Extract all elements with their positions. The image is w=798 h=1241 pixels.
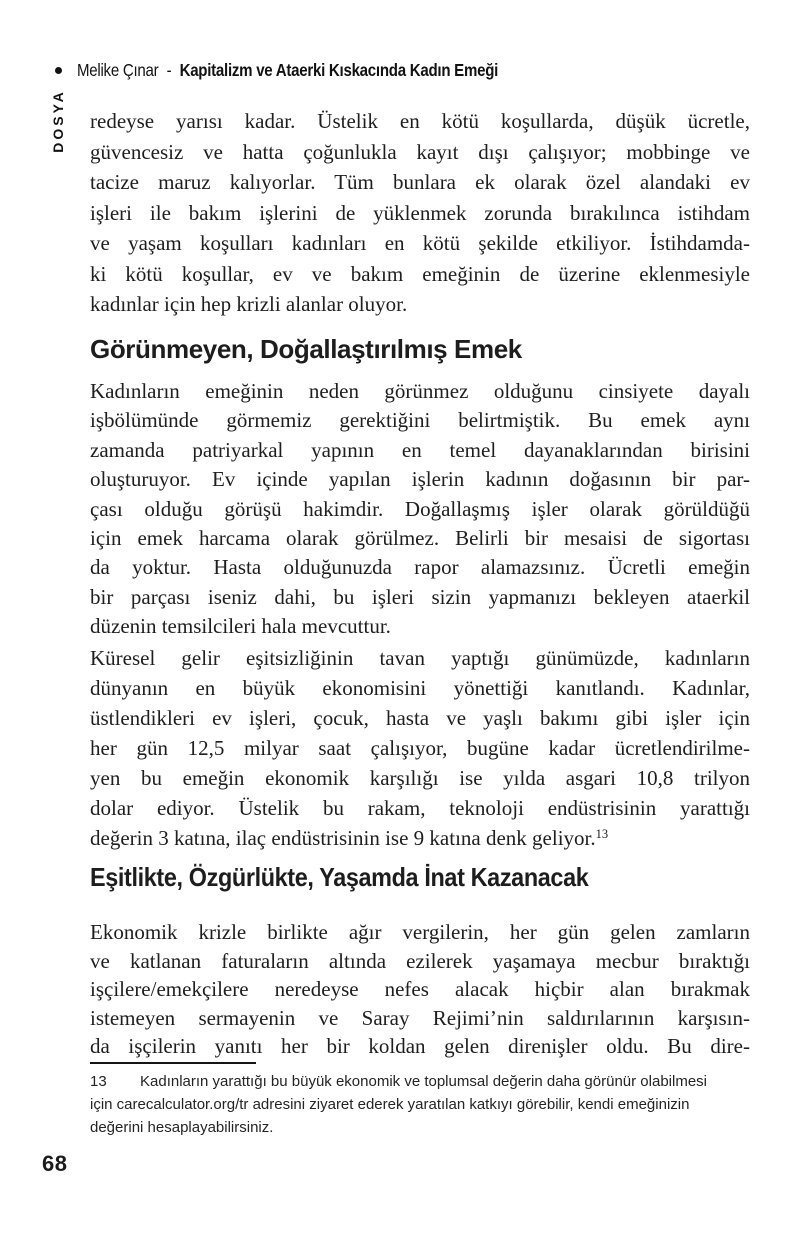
footnote-line: için carecalculator.org/tr adresini ziyaret ederek yaratılan katkıyı görebilir, kendi emeğinizin <box>90 1096 690 1113</box>
section-tag-vertical: DOSYA <box>50 89 66 153</box>
text-line: Küresel gelir eşitsizliğinin tavan yaptığı günümüzde, kadınların <box>90 646 750 670</box>
page-number: 68 <box>42 1151 68 1176</box>
footnote <box>90 1070 755 1139</box>
footnote-reference: 13 <box>595 827 609 841</box>
running-header-text <box>77 60 498 81</box>
body-paragraph-1 <box>90 106 750 320</box>
text-line: redeyse yarısı kadar. Üstelik en kötü koşullarda, düşük ücretle, <box>90 109 750 133</box>
text-line: işbölümünde görmemiz gerektiğini belirtmiştik. Bu emek aynı <box>90 408 750 433</box>
text-line: da işçilerin yanıtı her bir koldan gelen direnişler oldu. Bu dire- <box>90 1034 750 1059</box>
author-name: Melike Çınar <box>77 60 159 80</box>
footnote-line <box>90 1070 755 1093</box>
text-line: her gün 12,5 milyar saat çalışıyor, bugüne kadar ücretlendirilme- <box>90 736 750 760</box>
text-line: işleri ile bakım işlerini de yüklenmek zorunda bırakılınca istihdam <box>90 200 750 225</box>
section-heading-1: Görünmeyen, Doğallaştırılmış Emek <box>90 334 522 364</box>
book-title: Kapitalizm ve Ataerki Kıskacında Kadın Emeği <box>179 60 499 80</box>
footnote-text: Kadınların yarattığı bu büyük ekonomik ve toplumsal değerin daha görünür olabilmesi <box>140 1073 707 1090</box>
footnote-number: 13 <box>90 1073 107 1090</box>
footnote-line: değerini hesaplayabilirsiniz. <box>90 1119 274 1136</box>
bullet-icon <box>55 67 62 74</box>
text-line: işçilere/emekçilere neredeyse nefes alacak hiçbir alan bırakmak <box>90 977 750 1002</box>
text-line: üstlendikleri ev işleri, çocuk, hasta ve yaşlı bakımı gibi işler için <box>90 706 750 730</box>
text-line: dünyanın en büyük ekonomisini yönettiği kanıtlandı. Kadınlar, <box>90 676 750 700</box>
text-line: da yoktur. Hasta olduğunuzda rapor alamazsınız. Ücretli emeğin <box>90 555 750 580</box>
header-separator: - <box>166 60 172 80</box>
text-line: oluşturuyor. Ev içinde yapılan işlerin kadının doğasının bir par- <box>90 467 750 492</box>
body-paragraph-2 <box>90 377 750 642</box>
text-line: ve katlanan faturaların altında ezilerek yaşamaya mecbur bıraktığı <box>90 948 750 973</box>
text-line: Kadınların emeğinin neden görünmez olduğunu cinsiyete dayalı <box>90 379 750 403</box>
text-line: istemeyen sermayenin ve Saray Rejimi’nin saldırılarının karşısın- <box>90 1005 750 1030</box>
text-line: düzenin temsilcileri hala mevcuttur. <box>90 614 391 639</box>
body-paragraph-4 <box>90 918 750 1061</box>
text-line: yen bu emeğin ekonomik karşılığı ise yılda asgari 10,8 trilyon <box>90 766 750 790</box>
text-line: zamanda patriyarkal yapının en temel dayanaklarından birisini <box>90 437 750 462</box>
text-line: için emek harcama olarak görülmez. Belirli bir mesaisi de sigortası <box>90 525 750 550</box>
text-line: ki kötü koşullar, ev ve bakım emeğinin de üzerine eklenmesiyle <box>90 261 750 286</box>
text-line: çası olduğu görüşü hakimdir. Doğallaşmış işler olarak görüldüğü <box>90 496 750 521</box>
text-line: dolar ediyor. Üstelik bu rakam, teknoloji endüstrisinin yarattığı <box>90 796 750 820</box>
text-line <box>90 823 750 853</box>
running-header <box>55 60 567 81</box>
text-line: kadınlar için hep krizli alanlar oluyor. <box>90 292 408 316</box>
text-line: ve yaşam koşulları kadınları en kötü şekilde etkiliyor. İstihdamda- <box>90 231 750 255</box>
body-paragraph-3 <box>90 643 750 853</box>
text-line: tacize maruz kalıyorlar. Tüm bunlara ek olarak özel alandaki ev <box>90 170 750 194</box>
text-line: güvencesiz ve hatta çoğunlukla kayıt dışı çalışıyor; mobbinge ve <box>90 139 750 164</box>
text-line: Ekonomik krizle birlikte ağır vergilerin, her gün gelen zamların <box>90 920 750 944</box>
footnote-separator-rule <box>90 1062 256 1064</box>
text-line: bir parçası iseniz dahi, bu işleri sizin yapmanızı bekleyen ataerkil <box>90 584 750 609</box>
paragraph-3-last-line: değerin 3 katına, ilaç endüstrisinin ise 9 katına denk geliyor. <box>90 826 596 850</box>
section-heading-2: Eşitlikte, Özgürlükte, Yaşamda İnat Kazanacak <box>90 862 589 892</box>
